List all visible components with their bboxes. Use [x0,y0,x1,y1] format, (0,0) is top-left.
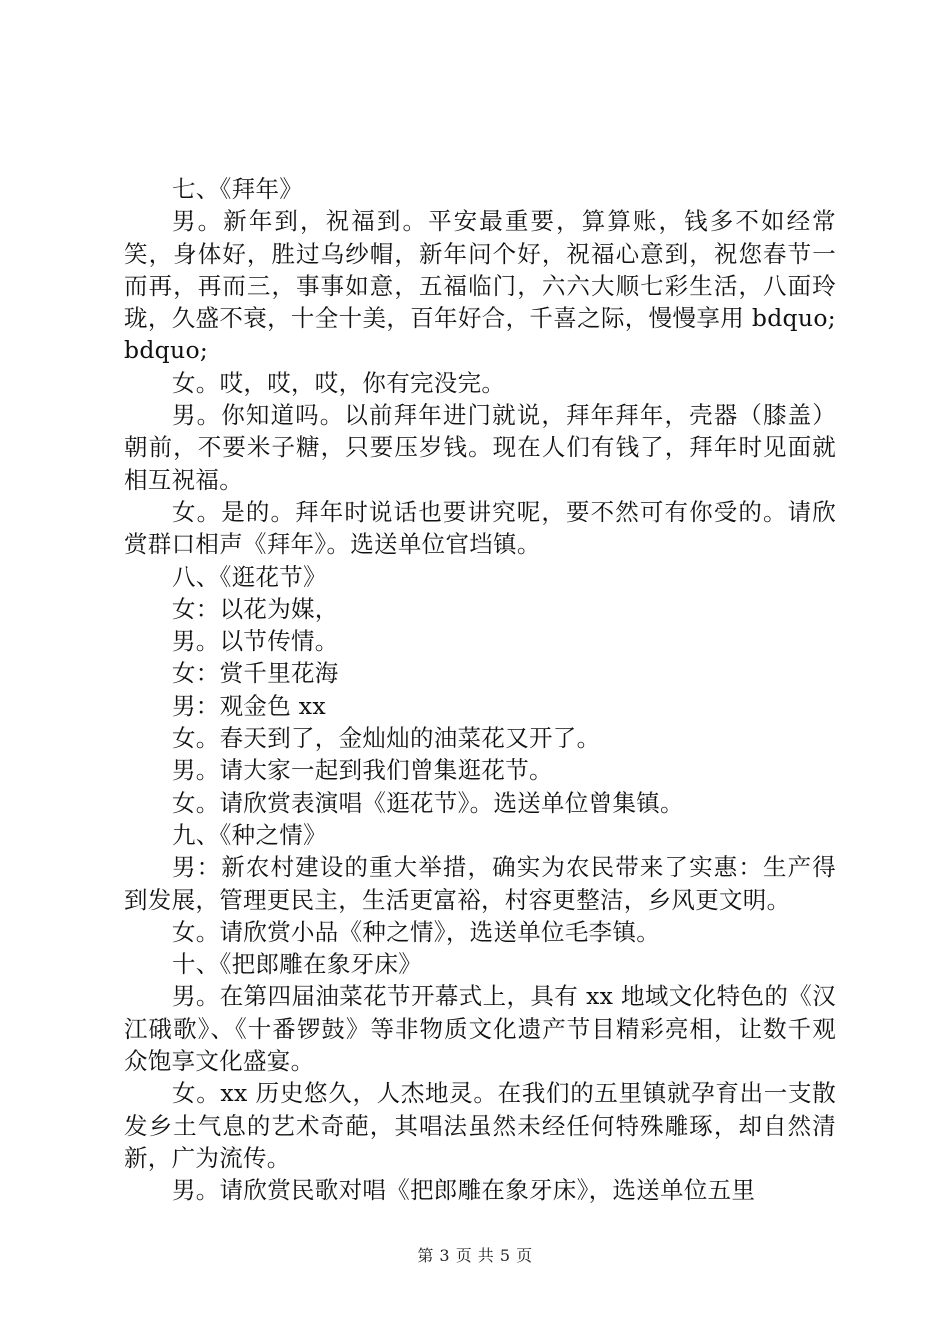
dialogue-paragraph: 女。是的。拜年时说话也要讲究呢，要不然可有你受的。请欣赏群口相声《拜年》。选送单位官垱镇。 [124,497,836,559]
dialogue-paragraph: 女：以花为媒， [172,594,339,623]
dialogue-paragraph: 男：新农村建设的重大举措，确实为农民带来了实惠：生产得到发展，管理更民主，生活更富裕，村容更整洁，乡风更文明。 [124,853,836,914]
dialogue-paragraph: 男。请大家一起到我们曾集逛花节。 [172,756,553,785]
section-heading: 九、《种之情》 [172,820,327,849]
dialogue-paragraph: 男。你知道吗。以前拜年进门就说，拜年拜年，壳器（膝盖）朝前，不要米子糖，只要压岁钱。现在人们有钱了，拜年时见面就相互祝福。 [124,401,836,494]
page-number-footer: 第 3 页 共 5 页 [417,1246,533,1265]
document-body [124,173,836,1207]
dialogue-paragraph: 男：观金色 xx [172,691,326,720]
section-heading: 八、《逛花节》 [172,562,327,591]
dialogue-paragraph: 男。新年到，祝福到。平安最重要，算算账，钱多不如经常笑，身体好，胜过乌纱帽，新年问个好，祝福心意到，祝您春节一而再，再而三，事事如意，五福临门，六六大顺七彩生活，八面玲珑，久盛不衰，十全十美，百年好合，千喜之际，慢慢享用 bdquo;bdquo; [124,207,836,365]
dialogue-paragraph: 女。xx 历史悠久，人杰地灵。在我们的五里镇就孕育出一支散发乡土气息的艺术奇葩，其唱法虽然未经任何特殊雕琢，却自然清新，广为流传。 [124,1079,836,1172]
dialogue-paragraph: 男。请欣赏民歌对唱《把郎雕在象牙床》，选送单位五里 [172,1176,756,1205]
dialogue-paragraph: 女。请欣赏表演唱《逛花节》。选送单位曾集镇。 [172,788,684,817]
dialogue-paragraph: 女。春天到了，金灿灿的油菜花又开了。 [172,724,601,753]
dialogue-paragraph: 女：赏千里花海 [172,659,339,688]
dialogue-paragraph: 女。请欣赏小品《种之情》，选送单位毛李镇。 [172,917,661,946]
dialogue-paragraph: 男。以节传情。 [172,627,339,656]
section-heading: 十、《把郎雕在象牙床》 [172,950,423,979]
dialogue-paragraph: 女。哎，哎，哎，你有完没完。 [172,368,506,397]
dialogue-paragraph: 男。在第四届油菜花节开幕式上，具有 xx 地域文化特色的《汉江硪歌》、《十番锣鼓》等非物质文化遗产节目精彩亮相，让数千观众饱享文化盛宴。 [124,982,836,1076]
section-heading: 七、《拜年》 [172,175,304,203]
